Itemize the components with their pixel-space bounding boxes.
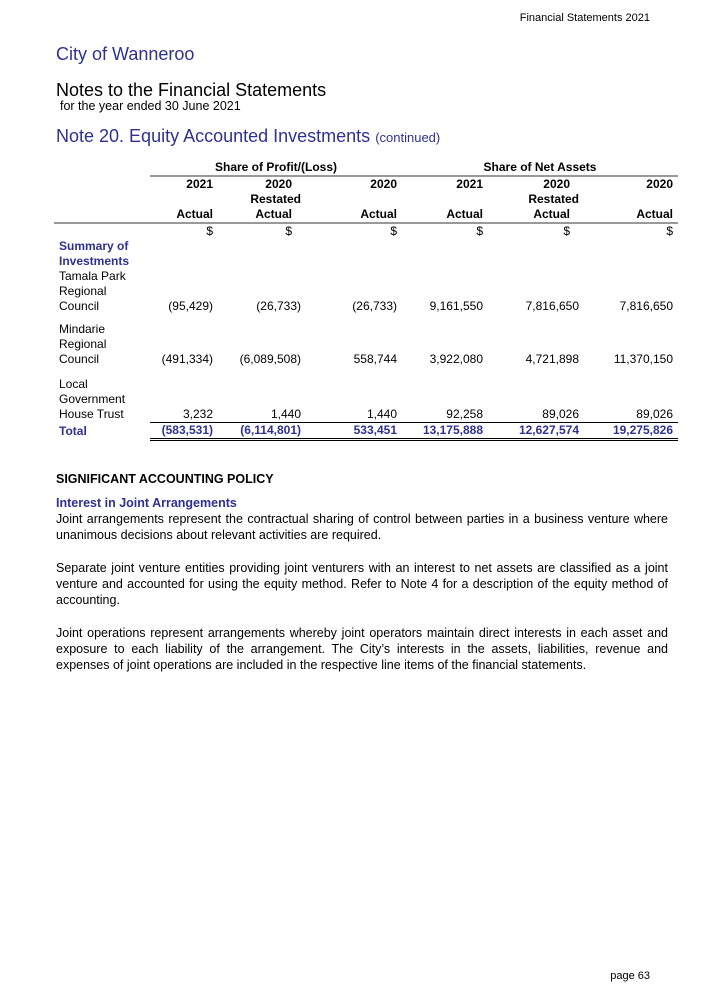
notes-title: Notes to the Financial Statements	[56, 80, 327, 100]
column-basis: Actual	[636, 207, 673, 221]
column-year: 2021	[186, 177, 213, 191]
column-unit: $	[488, 223, 584, 239]
section-label-line: Investments	[59, 254, 130, 268]
policy-paragraph: Separate joint venture entities providing joint venturers with an interest to net assets are classified as a joint venture and accounted for using the equity method. Refer to Note 4 for a description of the equity method of accounting.	[56, 561, 668, 607]
table-cell: 7,816,650	[525, 299, 579, 313]
column-year: 2020	[543, 177, 570, 191]
table-cell: 558,744	[353, 352, 397, 366]
column-basis: Actual	[446, 207, 483, 221]
group-label-net-assets: Share of Net Assets	[402, 160, 678, 176]
page-number: page 63	[610, 970, 650, 982]
table-row	[54, 269, 678, 314]
section-label	[54, 239, 678, 269]
total-cell: 19,275,826	[584, 422, 678, 439]
total-cell: 12,627,574	[488, 422, 584, 439]
notes-subtitle: for the year ended 30 June 2021	[60, 99, 241, 113]
total-cell: 533,451	[306, 422, 402, 439]
row-label: Local Government House Trust	[59, 377, 126, 421]
column-basis: Actual	[533, 207, 570, 221]
table-cell: 4,721,898	[525, 352, 579, 366]
policy-paragraph: Joint operations represent arrangements whereby joint operators maintain direct interests in each asset and exposure to each liability of the arrangement. The City’s interests in the assets, liabilities, revenue and expenses of joint operations are included in the respective line items of the financial statements.	[56, 626, 668, 672]
total-row	[54, 422, 678, 439]
table-cell: 89,026	[542, 406, 579, 421]
column-year: 2021	[456, 177, 483, 191]
section-label-row	[54, 239, 678, 269]
organisation-name: City of Wanneroo	[56, 44, 195, 64]
section-label-line: Summary of	[59, 239, 129, 253]
column-year: 2020	[646, 177, 673, 191]
column-unit: $	[150, 223, 218, 239]
qualifier-header-row	[54, 192, 678, 207]
equity-investments-table	[54, 160, 678, 441]
column-year: 2020	[370, 177, 397, 191]
column-basis: Actual	[255, 207, 292, 221]
note-heading-text: Note 20. Equity Accounted Investments	[56, 126, 371, 146]
table-cell: (6,089,508)	[239, 352, 301, 366]
table-cell: 7,816,650	[619, 299, 673, 313]
total-cell: (6,114,801)	[218, 422, 306, 439]
table-cell: 3,232	[182, 406, 213, 421]
basis-header-row	[54, 207, 678, 223]
row-label: Mindarie Regional Council	[59, 322, 107, 366]
column-unit: $	[584, 223, 678, 239]
table-row	[54, 377, 678, 422]
unit-row	[54, 223, 678, 239]
table-cell: 1,440	[270, 406, 301, 421]
note-heading	[56, 126, 440, 147]
year-header-row	[54, 176, 678, 192]
column-qualifier: Restated	[528, 192, 579, 206]
policy-subheading: Interest in Joint Arrangements	[56, 496, 237, 510]
column-year: 2020	[265, 177, 292, 191]
table-cell: 3,922,080	[429, 352, 483, 366]
table-cell: 92,258	[446, 406, 483, 421]
policy-paragraph: Joint arrangements represent the contractual sharing of control between parties in a business venture where unanimous decisions about relevant activities are required.	[56, 512, 668, 542]
table-cell: 11,370,150	[613, 352, 673, 366]
running-header: Financial Statements 2021	[519, 12, 650, 24]
policy-heading: SIGNIFICANT ACCOUNTING POLICY	[56, 472, 274, 486]
total-cell: 13,175,888	[402, 422, 488, 439]
column-basis: Actual	[176, 207, 213, 221]
column-unit: $	[306, 223, 402, 239]
table-cell: (26,733)	[352, 299, 397, 313]
column-basis: Actual	[360, 207, 397, 221]
column-unit: $	[218, 223, 306, 239]
total-cell: (583,531)	[150, 422, 218, 439]
row-label: Tamala Park Regional Council	[59, 269, 126, 313]
table-cell: (491,334)	[161, 352, 213, 366]
group-label-profit-loss: Share of Profit/(Loss)	[150, 160, 402, 176]
column-qualifier: Restated	[250, 192, 301, 206]
total-label: Total	[59, 424, 87, 438]
table-cell: (26,733)	[256, 299, 301, 313]
table-cell: 9,161,550	[429, 299, 483, 313]
table-cell: (95,429)	[168, 299, 213, 313]
table-row	[54, 322, 678, 367]
group-header-row	[54, 160, 678, 176]
column-unit: $	[402, 223, 488, 239]
note-heading-continued: (continued)	[375, 130, 441, 145]
table-cell: 1,440	[366, 406, 397, 421]
table-cell: 89,026	[636, 406, 673, 421]
